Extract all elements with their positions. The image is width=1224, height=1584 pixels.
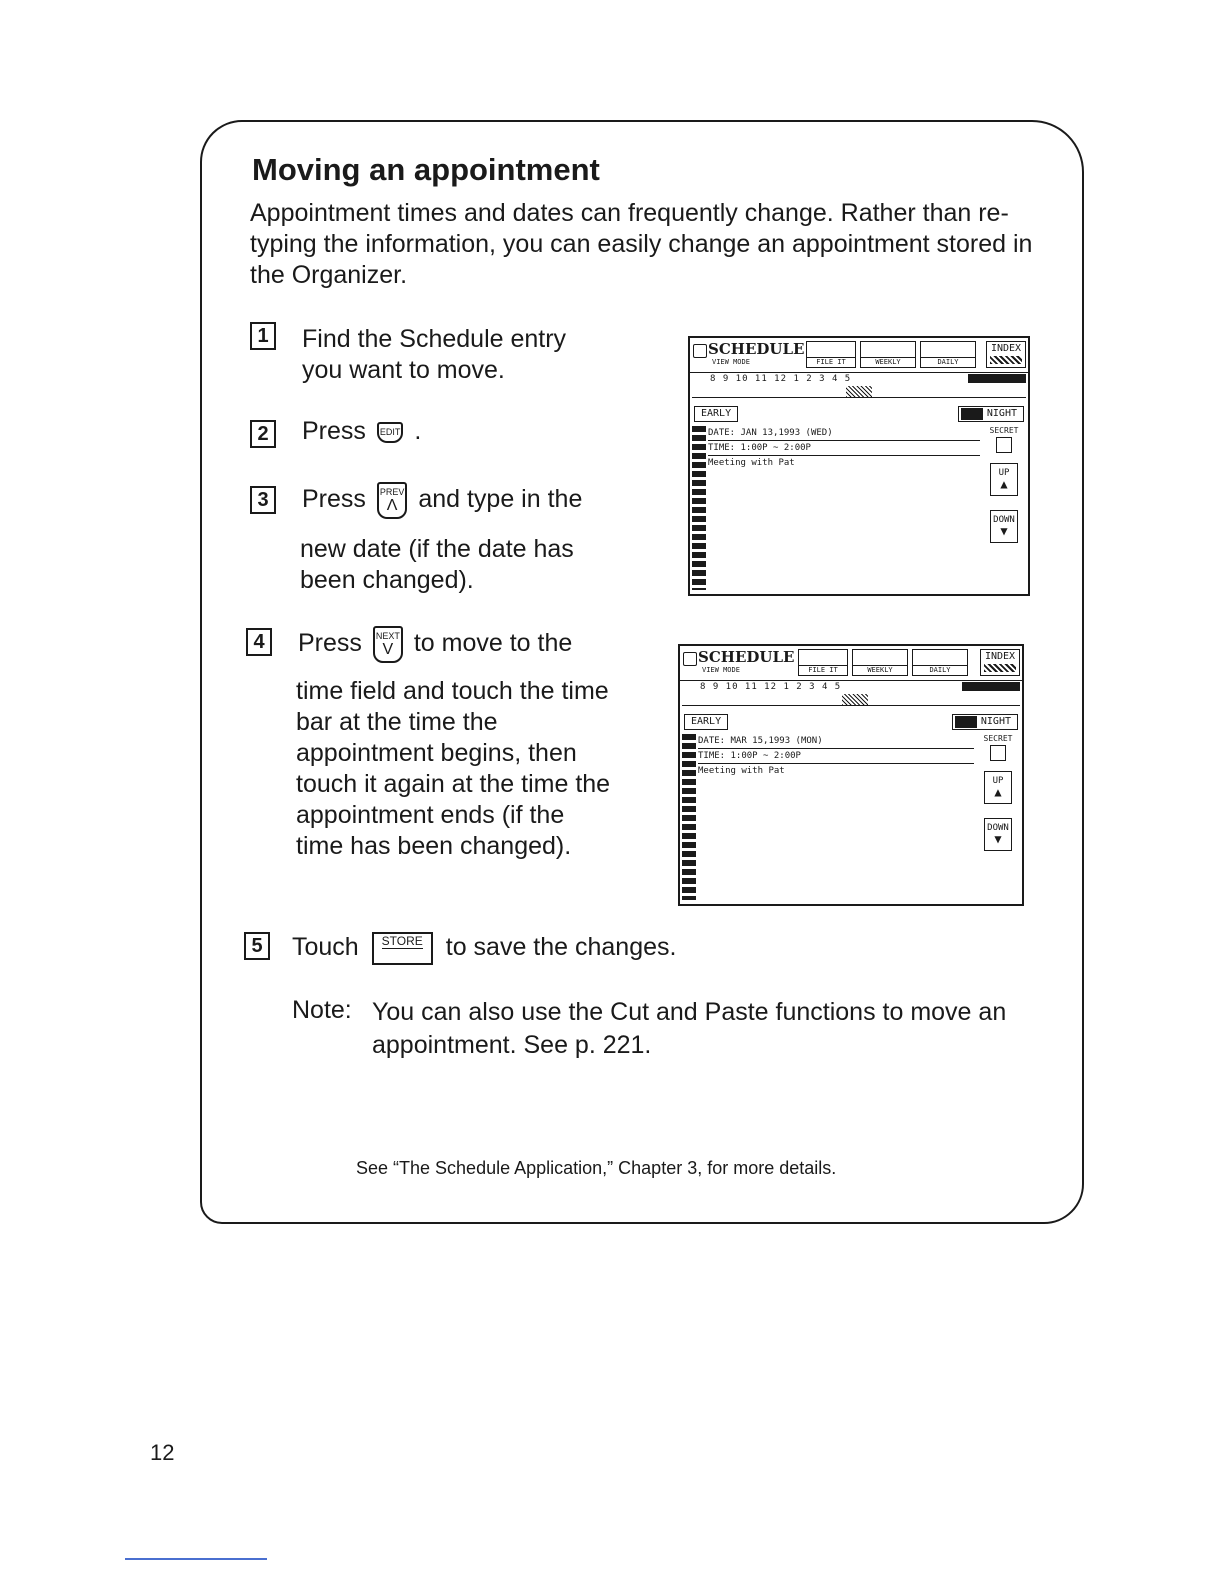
down-arrow-icon: V (382, 641, 394, 658)
step-number: 5 (244, 932, 270, 960)
time-field[interactable]: TIME: 1:00P ~ 2:00P (698, 749, 974, 764)
step-after: . (414, 417, 422, 445)
screen-title: SCHEDULE (708, 340, 805, 358)
up-triangle-icon: ▲ (994, 785, 1002, 799)
file-it-button[interactable]: FILE IT (806, 341, 856, 368)
step-number: 4 (246, 628, 272, 656)
right-controls (978, 734, 1018, 900)
memo-field[interactable]: Meeting with Pat (698, 766, 785, 776)
edit-key-icon: EDIT (377, 422, 404, 443)
see-also-text: See “The Schedule Application,” Chapter 3, for more details. (356, 1158, 837, 1178)
screen-header (680, 646, 1022, 681)
side-tabs[interactable] (692, 426, 706, 590)
early-button[interactable]: EARLY (694, 406, 738, 422)
appointment-block (846, 386, 872, 397)
calendar-icon (693, 344, 707, 358)
up-arrow-icon: Λ (386, 497, 398, 514)
down-button[interactable]: DOWN ▼ (990, 510, 1018, 543)
screen-header (690, 338, 1028, 373)
hour-labels: 8 9 10 11 12 1 2 3 4 5 (710, 374, 852, 384)
prev-key-icon (377, 482, 408, 519)
schedule-screenshot-2 (678, 644, 1024, 906)
page-number: 12 (150, 1440, 175, 1465)
night-bar (962, 682, 1020, 691)
step-after: and type in the (418, 485, 583, 514)
secret-label: SECRET (983, 734, 1013, 743)
down-button[interactable]: DOWN ▼ (984, 818, 1012, 851)
early-button[interactable]: EARLY (684, 714, 728, 730)
weekly-button[interactable]: WEEKLY (852, 649, 908, 676)
calendar-icon (683, 652, 697, 666)
step-line (298, 626, 572, 663)
entry-fields (708, 426, 980, 470)
right-controls (984, 426, 1024, 590)
up-button[interactable]: UP ▲ (984, 771, 1012, 804)
time-field[interactable]: TIME: 1:00P ~ 2:00P (708, 441, 980, 456)
date-field[interactable]: DATE: MAR 15,1993 (MON) (698, 734, 974, 749)
night-bar (968, 374, 1026, 383)
key-label: NEXT (375, 631, 400, 641)
memo-field[interactable]: Meeting with Pat (708, 458, 795, 468)
step-before: Press (302, 485, 366, 514)
daily-button[interactable]: DAILY (912, 649, 968, 676)
date-field[interactable]: DATE: JAN 13,1993 (WED) (708, 426, 980, 441)
entry-fields (698, 734, 974, 778)
night-icon (961, 408, 983, 420)
hour-labels: 8 9 10 11 12 1 2 3 4 5 (700, 682, 842, 692)
index-button[interactable]: INDEX (986, 341, 1026, 368)
view-mode-label: VIEW MODE (712, 358, 750, 366)
file-it-button[interactable]: FILE IT (798, 649, 848, 676)
key-label: PREV (379, 487, 405, 497)
step-text: time field and touch the time bar at the time the appointment begins, then touch it again at the time the appointment ends (if the time has been changed). (296, 677, 611, 860)
down-triangle-icon: ▼ (1000, 524, 1008, 538)
next-key-icon (373, 626, 403, 663)
screen-title: SCHEDULE (698, 648, 795, 666)
up-triangle-icon: ▲ (1000, 477, 1008, 491)
step-number: 3 (250, 486, 276, 514)
step-line (292, 932, 676, 965)
night-button[interactable]: NIGHT (958, 406, 1024, 422)
side-tabs[interactable] (682, 734, 696, 900)
step-line (302, 416, 421, 447)
step-line (302, 482, 582, 519)
intro-paragraph: Appointment times and dates can frequently change. Rather than re-typing the information, you can easily change an appointment stored in the Organizer. (250, 199, 1033, 289)
enter-stripe-icon (990, 356, 1022, 364)
step-number: 1 (250, 322, 276, 350)
secret-checkbox[interactable] (990, 745, 1006, 761)
step-after: to move to the (413, 629, 573, 658)
page-title: Moving an appointment (252, 152, 600, 187)
note-text: You can also use the Cut and Paste functions to move an appointment. See p. 221. (372, 998, 1007, 1059)
step-before: Touch (292, 933, 359, 962)
step-after: to save the changes. (445, 933, 677, 962)
secret-checkbox[interactable] (996, 437, 1012, 453)
footer-rule (125, 1558, 267, 1560)
secret-label: SECRET (989, 426, 1019, 435)
step-number: 2 (250, 420, 276, 448)
enter-stripe-icon (984, 664, 1016, 672)
view-mode-label: VIEW MODE (702, 666, 740, 674)
night-button[interactable]: NIGHT (952, 714, 1018, 730)
step-before: Press (298, 629, 362, 658)
down-triangle-icon: ▼ (994, 832, 1002, 846)
step-before: Press (302, 417, 366, 445)
index-button[interactable]: INDEX (980, 649, 1020, 676)
up-button[interactable]: UP ▲ (990, 463, 1018, 496)
appointment-block (842, 694, 868, 705)
schedule-screenshot-1 (688, 336, 1030, 596)
step-text: Find the Schedule entry you want to move. (302, 325, 567, 384)
note-label: Note: (292, 996, 352, 1024)
store-key-icon (372, 932, 433, 965)
daily-button[interactable]: DAILY (920, 341, 976, 368)
step-text: new date (if the date has been changed). (300, 535, 574, 594)
key-label: STORE (381, 934, 423, 948)
weekly-button[interactable]: WEEKLY (860, 341, 916, 368)
night-icon (955, 716, 977, 728)
enter-glyph-icon (382, 948, 423, 962)
